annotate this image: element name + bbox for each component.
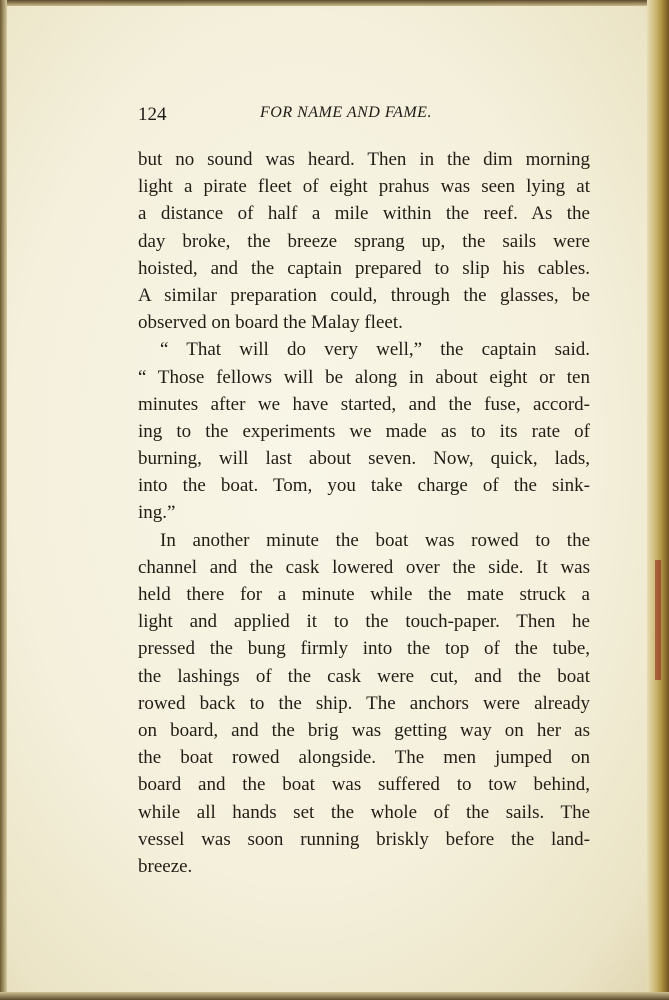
- text-line: board and the boat was suffered to tow behind,: [138, 774, 590, 796]
- text-line: ing to the experiments we made as to its rate of: [138, 420, 590, 442]
- body-text: [138, 146, 590, 880]
- text-line: In another minute the boat was rowed to the: [160, 529, 590, 551]
- text-line: light and applied it to the touch-paper. Then he: [138, 611, 590, 633]
- text-line: light a pirate fleet of eight prahus was seen lying at: [138, 176, 590, 198]
- text-line: pressed the bung firmly into the top of the tube,: [138, 638, 590, 660]
- page-left-edge: [0, 0, 7, 1000]
- page-bottom-edge: [0, 992, 669, 1000]
- text-line: the boat rowed alongside. The men jumped on: [138, 747, 590, 769]
- running-head: FOR NAME AND FAME.: [260, 104, 432, 121]
- text-line: but no sound was heard. Then in the dim morning: [138, 149, 590, 170]
- text-line: minutes after we have started, and the fuse, accord-: [138, 393, 590, 415]
- text-line: burning, will last about seven. Now, quick, lads,: [138, 448, 590, 470]
- text-line: day broke, the breeze sprang up, the sails were: [138, 230, 590, 252]
- text-line: “ That will do very well,” the captain said.: [160, 339, 590, 361]
- text-line: vessel was soon running briskly before the land-: [138, 828, 590, 850]
- text-line: rowed back to the ship. The anchors were already: [138, 692, 590, 714]
- page-number: 124: [138, 104, 167, 125]
- text-line: A similar preparation could, through the glasses, be: [138, 284, 590, 306]
- text-line: “ Those fellows will be along in about eight or ten: [138, 366, 590, 388]
- text-line: on board, and the brig was getting way on her as: [138, 719, 590, 741]
- book-spine-edge: [647, 0, 669, 1000]
- text-line: a distance of half a mile within the reef. As the: [138, 203, 590, 225]
- text-line: while all hands set the whole of the sails. The: [138, 801, 590, 823]
- text-line: channel and the cask lowered over the side. It was: [138, 556, 590, 578]
- text-line: the lashings of the cask were cut, and the boat: [138, 665, 590, 687]
- text-line: breeze.: [138, 855, 193, 877]
- text-line: into the boat. Tom, you take charge of the sink-: [138, 475, 590, 497]
- page-top-edge: [0, 0, 669, 6]
- text-line: observed on board the Malay fleet.: [138, 312, 403, 334]
- text-line: ing.”: [138, 502, 176, 524]
- text-line: held there for a minute while the mate struck a: [138, 584, 590, 605]
- page-header: [138, 104, 590, 130]
- text-line: hoisted, and the captain prepared to slip his cables.: [138, 257, 590, 279]
